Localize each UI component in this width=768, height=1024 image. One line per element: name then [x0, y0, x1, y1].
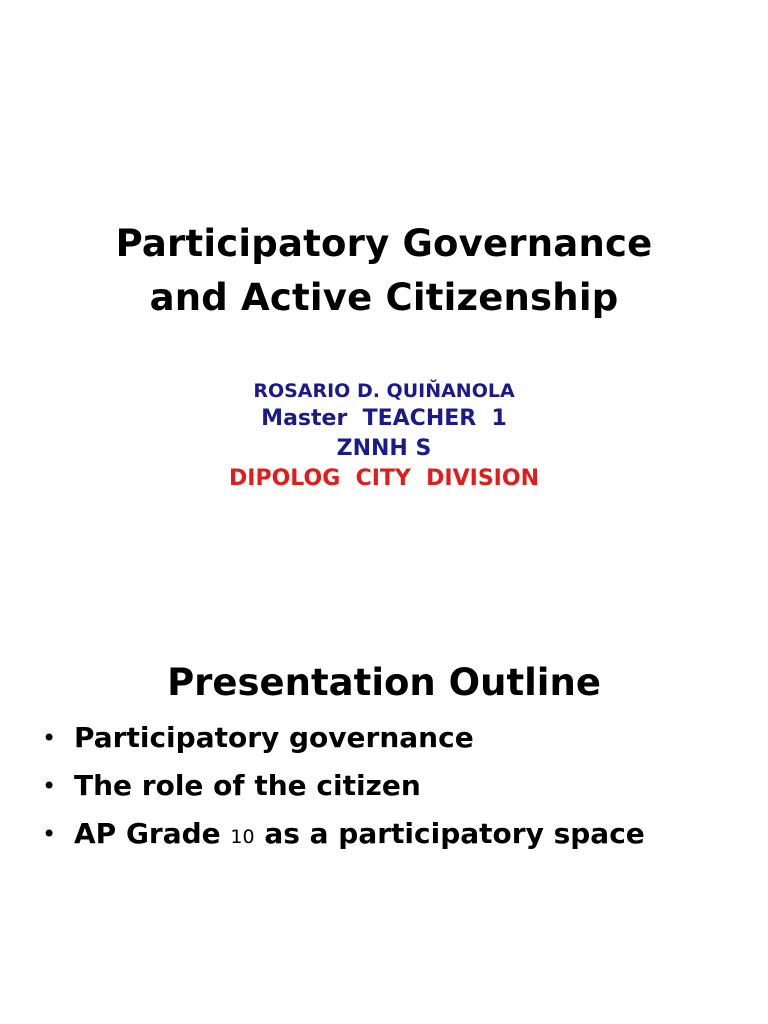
list-item-text-suffix: as a participatory space	[254, 817, 645, 850]
outline-slide	[0, 512, 768, 1024]
grade-number: 10	[230, 826, 255, 848]
presentation-title	[0, 217, 768, 325]
bullet-icon: •	[42, 724, 57, 752]
author-division: DIPOLOG CITY DIVISION	[229, 466, 539, 491]
list-item	[40, 714, 645, 762]
author-role: Master TEACHER 1	[261, 406, 507, 431]
list-item-text-prefix: AP Grade	[74, 817, 231, 850]
bullet-icon: •	[42, 820, 57, 848]
list-item-text: The role of the citizen	[74, 769, 421, 802]
title-line-1: Participatory Governance	[115, 221, 653, 265]
outline-list	[40, 714, 645, 861]
outline-heading: Presentation Outline	[167, 660, 601, 704]
list-item	[40, 762, 645, 810]
title-line-2: and Active Citizenship	[149, 275, 619, 319]
author-block	[0, 378, 768, 494]
author-name: ROSARIO D. QUIŇANOLA	[253, 380, 515, 402]
bullet-icon: •	[42, 772, 57, 800]
list-item-text: Participatory governance	[74, 721, 474, 754]
list-item	[40, 810, 645, 861]
author-school: ZNNH S	[336, 436, 432, 461]
